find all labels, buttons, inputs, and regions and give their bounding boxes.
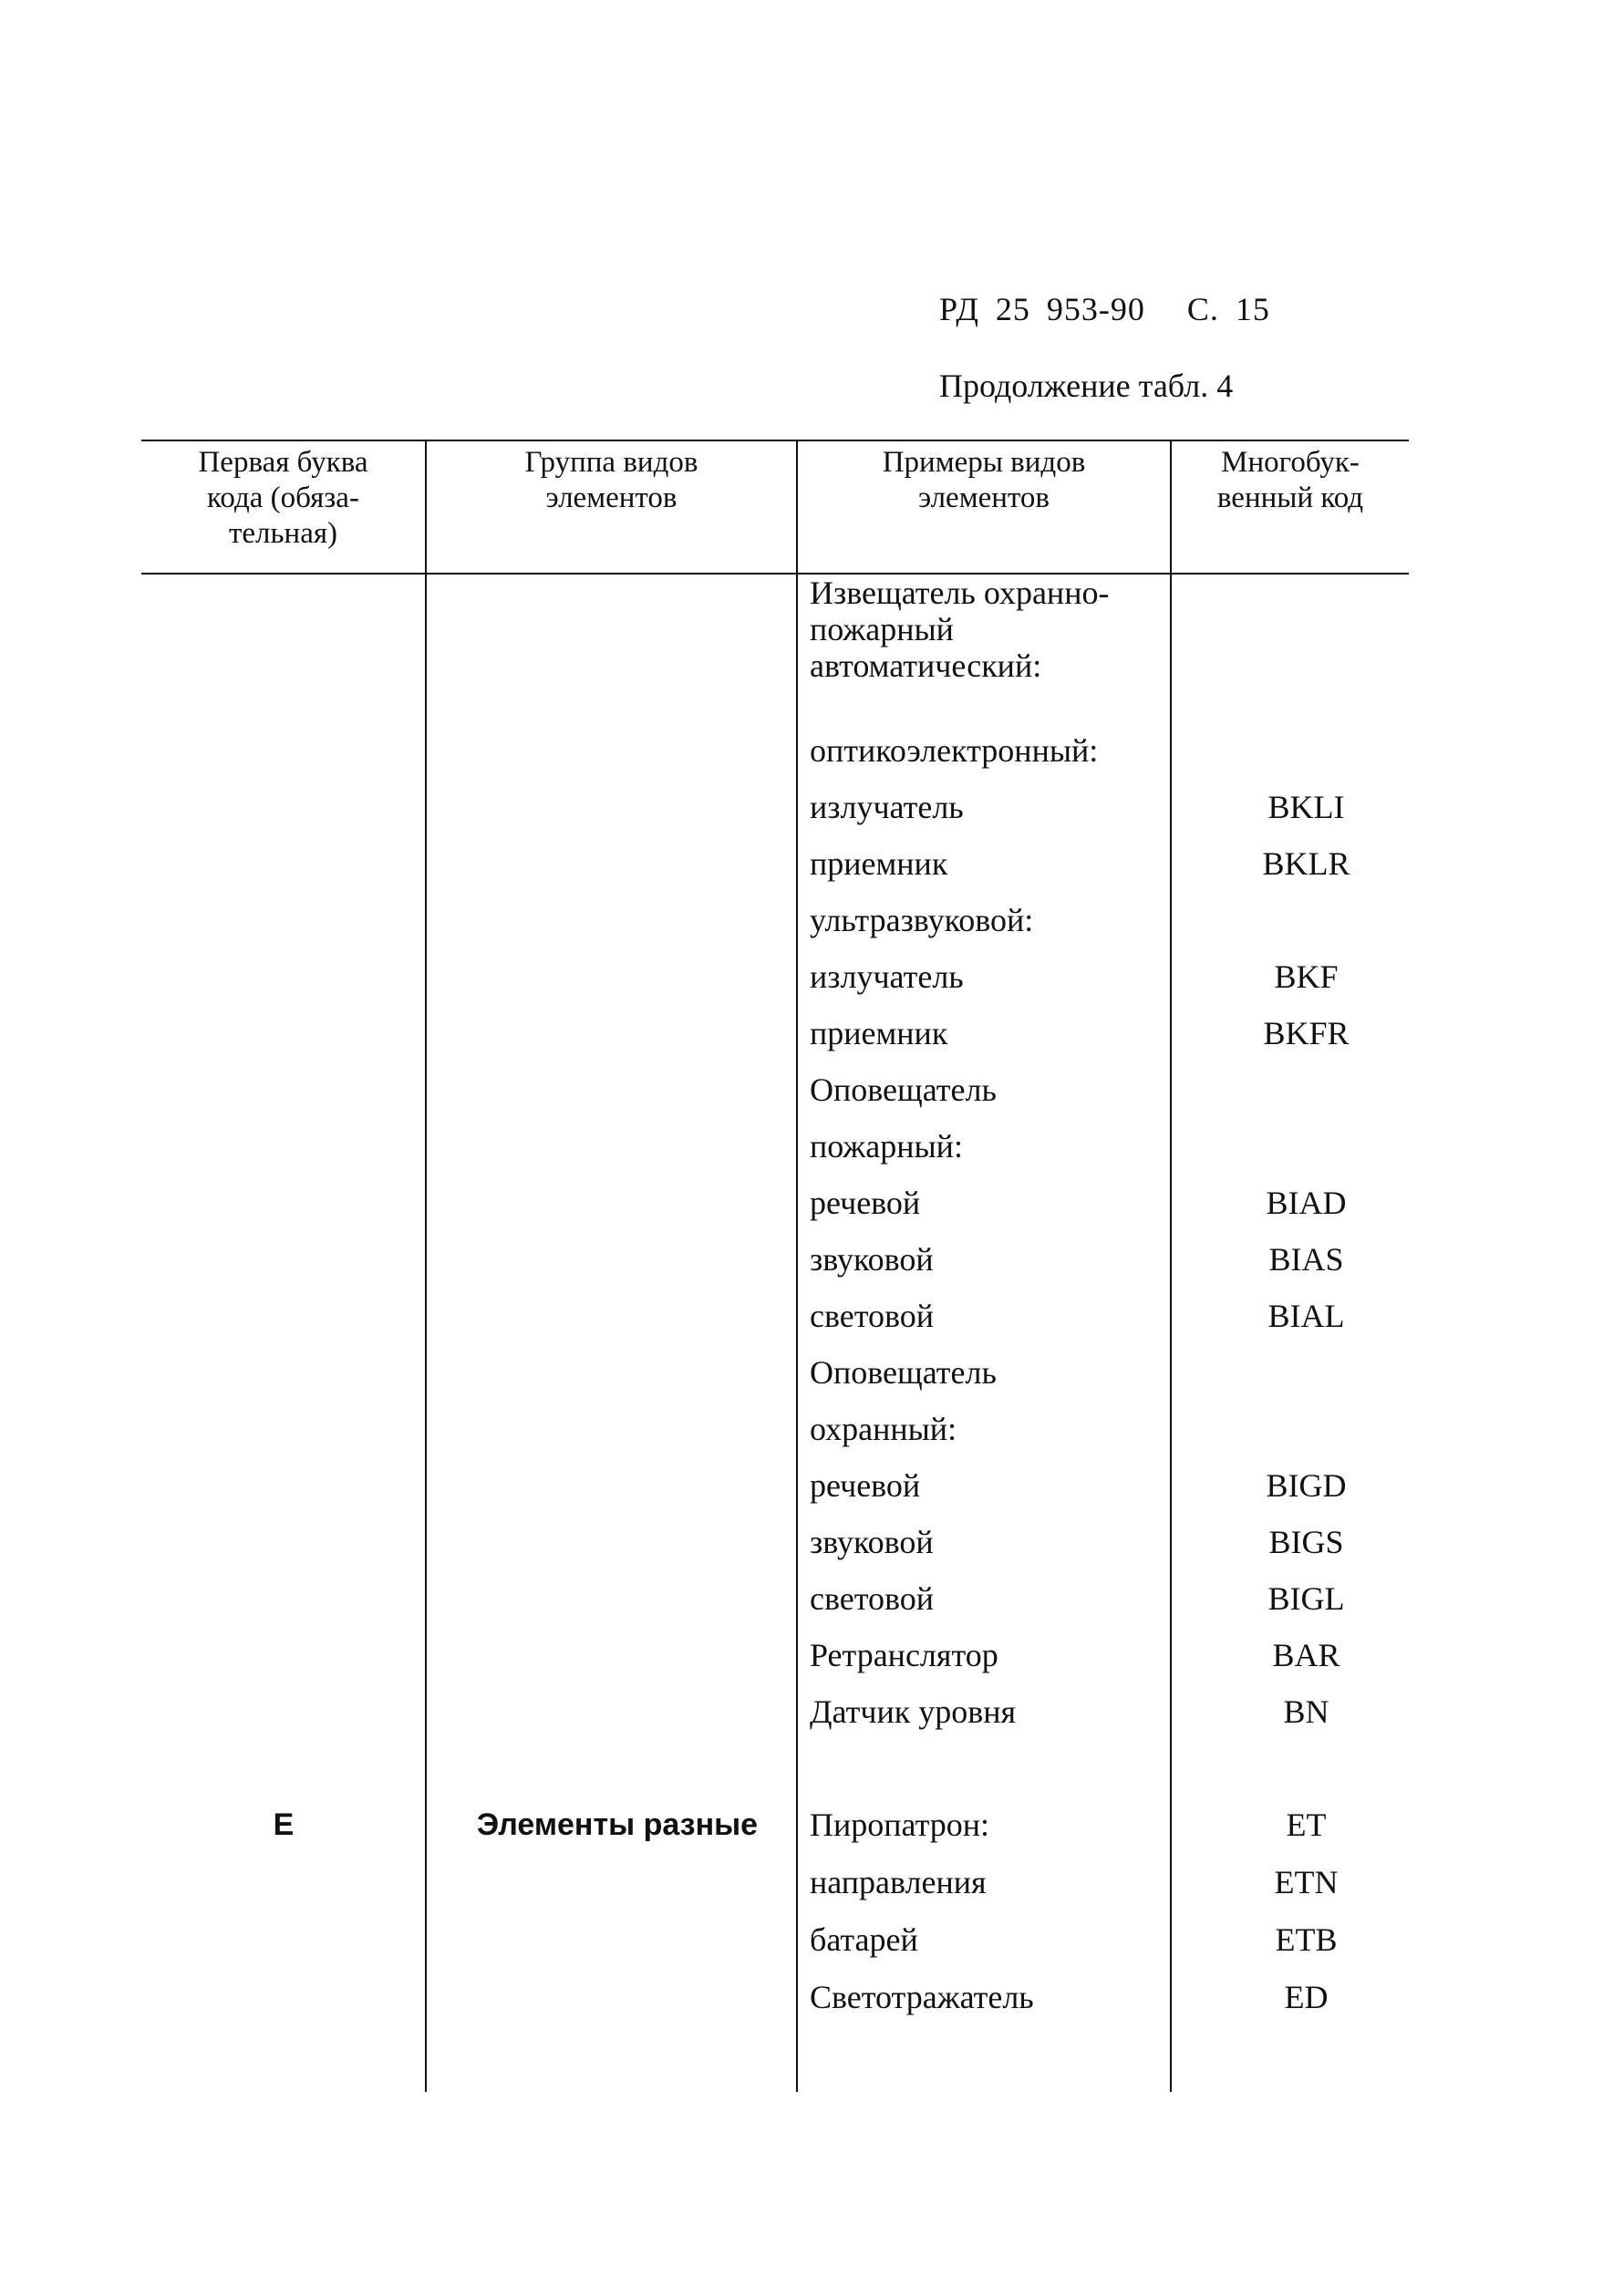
code-cell: BAR [1272,1637,1340,1673]
example-cell: охранный: [810,1411,957,1447]
code-cell: BKFR [1263,1015,1350,1051]
example-cell: Светотражатель [810,1979,1034,2015]
example-cell: Оповещатель [810,1354,997,1391]
table-top-rule [141,440,1409,441]
column-header-group: Группа видов элементов [524,446,698,514]
example-cell: Датчик уровня [810,1693,1017,1730]
example-cell: звуковой [810,1524,934,1560]
example-cell: речевой [810,1467,921,1504]
column-header-examples: Примеры видов элементов [882,446,1086,514]
group-name-cell: Элементы разные [476,1807,759,1842]
example-cell: батарей [810,1921,918,1958]
column-divider-2 [796,440,798,2092]
example-cell: приемник [810,1015,948,1051]
code-cell: ED [1284,1979,1329,2015]
code-cell: BKLI [1267,789,1345,825]
example-cell: излучатель [810,958,964,995]
example-cell: излучатель [810,789,964,825]
table-caption: Продолжение табл. 4 [939,368,1234,404]
example-cell: приемник [810,845,948,882]
code-cell: BIAL [1267,1298,1345,1334]
code-cell: ET [1286,1807,1327,1843]
code-cell: BIAD [1266,1185,1347,1221]
code-cell: BKLR [1262,845,1350,882]
code-cell: BIAS [1268,1241,1344,1278]
example-cell: звуковой [810,1241,934,1278]
code-cell: BN [1283,1693,1329,1730]
example-cell: Ретранслятор [810,1637,998,1673]
first-letter-cell: E [273,1807,295,1842]
code-cell: BIGL [1267,1580,1345,1617]
example-cell: Извещатель охранно- пожарный автоматический: [810,575,1110,684]
document-ref: РД 25 953-90 [939,291,1145,327]
example-cell: световой [810,1580,935,1617]
element-code-table [141,440,1409,2090]
example-cell: пожарный: [810,1128,963,1165]
page-number: С. 15 [1186,291,1270,327]
example-cell: Пиропатрон: [810,1807,990,1843]
document-header [939,290,1270,328]
example-cell: ультразвуковой: [810,902,1034,938]
column-divider-3 [1170,440,1172,2092]
header-bottom-rule [141,573,1409,575]
code-cell: BKF [1274,958,1339,995]
example-cell: оптикоэлектронный: [810,732,1099,769]
column-header-first-letter: Первая буква кода (обяза- тельная) [198,446,368,550]
column-header-code: Многобук- венный код [1216,446,1364,514]
example-cell: направления [810,1864,987,1900]
code-cell: BIGS [1268,1524,1344,1560]
example-cell: Оповещатель [810,1072,997,1108]
code-cell: BIGD [1266,1467,1347,1504]
example-cell: речевой [810,1185,921,1221]
code-cell: ETN [1274,1864,1339,1900]
code-cell: ETB [1275,1921,1338,1958]
column-divider-1 [425,440,427,2092]
example-cell: световой [810,1298,935,1334]
